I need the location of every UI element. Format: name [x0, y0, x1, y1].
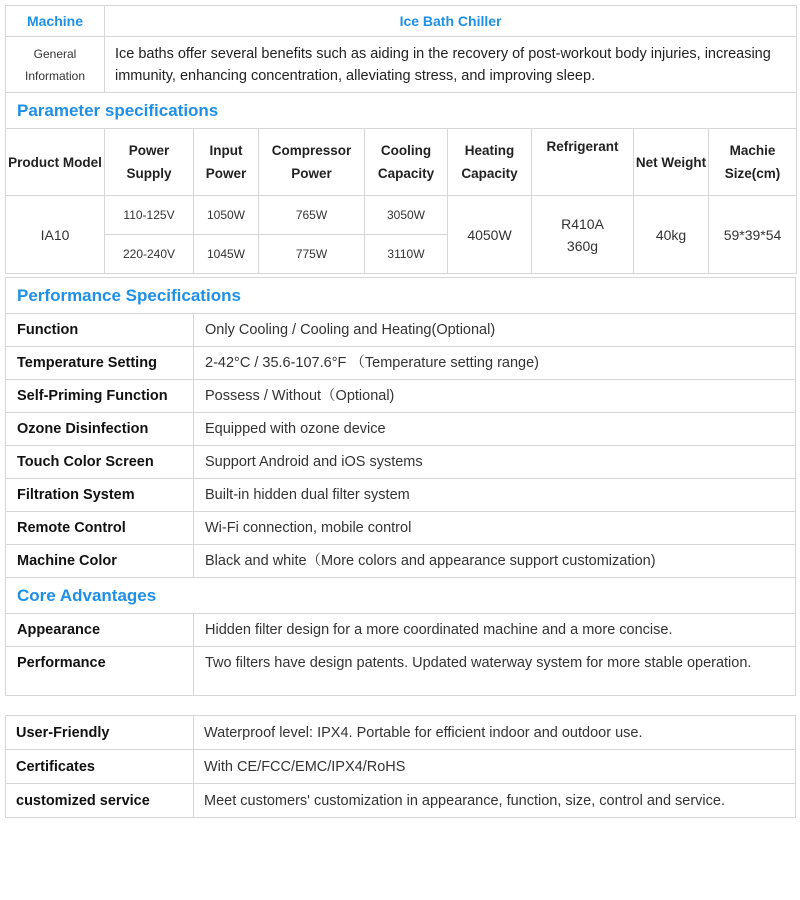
column-header: Heating Capacity	[448, 129, 532, 196]
advantage-row	[6, 614, 796, 647]
advantages-section-title: Core Advantages	[6, 578, 796, 614]
column-header: Product Model	[6, 129, 105, 196]
spec-value: Equipped with ozone device	[194, 413, 796, 446]
general-info-label: General Information	[6, 37, 105, 93]
column-header: Compressor Power	[259, 129, 365, 196]
advantages-section-row	[6, 578, 796, 614]
performance-table	[5, 277, 796, 696]
spec-key: Filtration System	[6, 479, 194, 512]
general-info-text: Ice baths offer several benefits such as aiding in the recovery of post-workout body injuries, increasing immunity, enhancing concentration, alleviating stress, and improving sleep.	[105, 37, 797, 93]
column-header: Net Weight	[634, 129, 709, 196]
spec-key: Touch Color Screen	[6, 446, 194, 479]
advantage-value: Meet customers' customization in appearance, function, size, control and service.	[194, 784, 796, 818]
cooling-capacity: 3110W	[365, 235, 448, 274]
net-weight: 40kg	[634, 196, 709, 274]
table-row	[6, 196, 797, 235]
spec-row	[6, 314, 796, 347]
advantage-value: With CE/FCC/EMC/IPX4/RoHS	[194, 750, 796, 784]
spec-row	[6, 479, 796, 512]
spec-value: Black and white（More colors and appearance support customization)	[194, 545, 796, 578]
spec-key: Temperature Setting	[6, 347, 194, 380]
column-header: Cooling Capacity	[365, 129, 448, 196]
spec-value: Wi-Fi connection, mobile control	[194, 512, 796, 545]
input-power: 1045W	[194, 235, 259, 274]
spec-key: Self-Priming Function	[6, 380, 194, 413]
product-model: IA10	[6, 196, 105, 274]
column-header: Input Power	[194, 129, 259, 196]
advantage-value: Two filters have design patents. Updated waterway system for more stable operation.	[194, 647, 796, 696]
spec-row	[6, 347, 796, 380]
spec-key: Machine Color	[6, 545, 194, 578]
heating-capacity: 4050W	[448, 196, 532, 274]
parameter-table	[5, 5, 797, 274]
general-info-row	[6, 37, 797, 93]
performance-section-row	[6, 278, 796, 314]
power-supply: 110-125V	[105, 196, 194, 235]
advantage-row	[6, 716, 796, 750]
machine-size: 59*39*54	[709, 196, 797, 274]
column-header: Machie Size(cm)	[709, 129, 797, 196]
power-supply: 220-240V	[105, 235, 194, 274]
cooling-capacity: 3050W	[365, 196, 448, 235]
performance-section-title: Performance Specifications	[6, 278, 796, 314]
spec-value: 2-42°C / 35.6-107.6°F （Temperature setting range)	[194, 347, 796, 380]
advantage-key: customized service	[6, 784, 194, 818]
parameter-header-row	[6, 129, 797, 196]
advantage-row	[6, 784, 796, 818]
machine-label: Machine	[6, 6, 105, 37]
parameter-section-title: Parameter specifications	[6, 93, 797, 129]
advantage-key: User-Friendly	[6, 716, 194, 750]
spec-value: Support Android and iOS systems	[194, 446, 796, 479]
column-header: Refrigerant	[532, 129, 634, 196]
spec-row	[6, 380, 796, 413]
spec-row	[6, 545, 796, 578]
compressor-power: 775W	[259, 235, 365, 274]
parameter-section-row	[6, 93, 797, 129]
spec-key: Ozone Disinfection	[6, 413, 194, 446]
advantage-row	[6, 647, 796, 696]
spec-row	[6, 446, 796, 479]
spec-value: Built-in hidden dual filter system	[194, 479, 796, 512]
advantage-row	[6, 750, 796, 784]
spec-key: Function	[6, 314, 194, 347]
spec-row	[6, 512, 796, 545]
spec-key: Remote Control	[6, 512, 194, 545]
spec-value: Possess / Without（Optional)	[194, 380, 796, 413]
advantage-value: Hidden filter design for a more coordinated machine and a more concise.	[194, 614, 796, 647]
compressor-power: 765W	[259, 196, 365, 235]
extra-advantages-table	[5, 715, 796, 818]
column-header: Power Supply	[105, 129, 194, 196]
spec-row	[6, 413, 796, 446]
machine-name: Ice Bath Chiller	[105, 6, 797, 37]
input-power: 1050W	[194, 196, 259, 235]
machine-row	[6, 6, 797, 37]
advantage-key: Appearance	[6, 614, 194, 647]
advantage-key: Performance	[6, 647, 194, 696]
advantage-value: Waterproof level: IPX4. Portable for efficient indoor and outdoor use.	[194, 716, 796, 750]
advantage-key: Certificates	[6, 750, 194, 784]
spec-value: Only Cooling / Cooling and Heating(Optional)	[194, 314, 796, 347]
refrigerant: R410A 360g	[532, 196, 634, 274]
